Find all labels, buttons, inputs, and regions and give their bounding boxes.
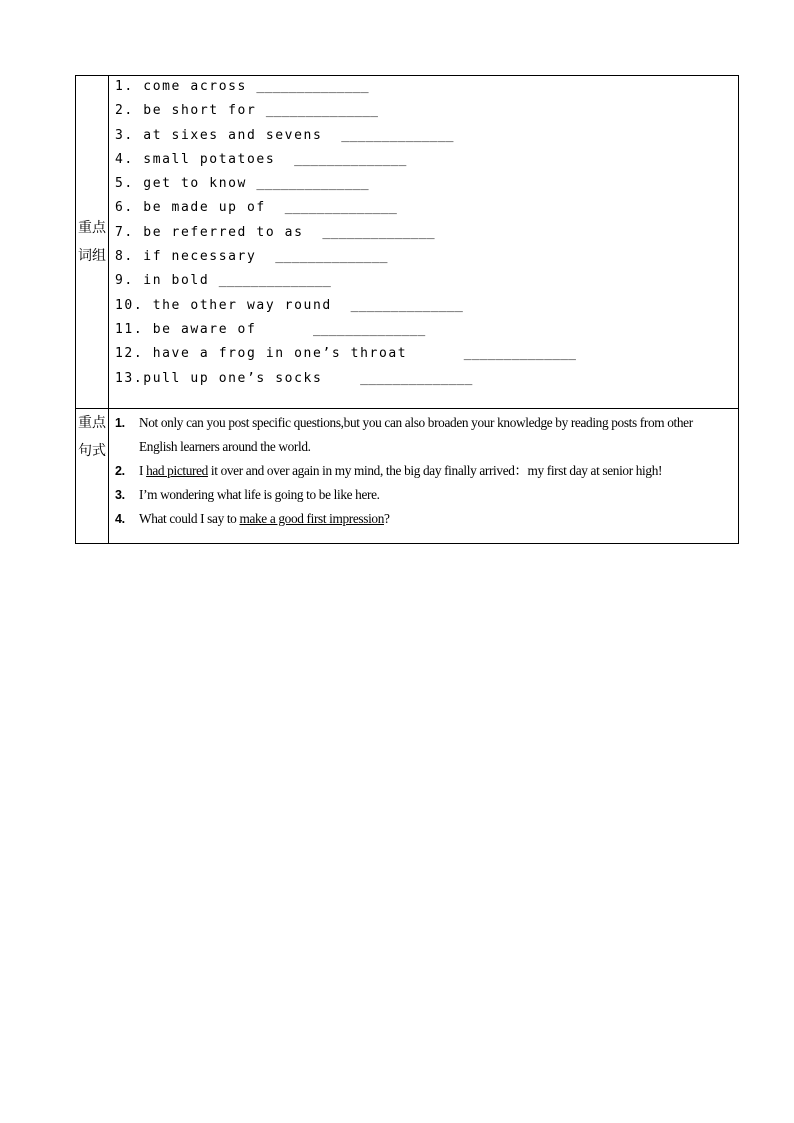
sentence-number: 3. — [115, 487, 125, 502]
sentence-text-part: I’m wondering what life is going to be like here. — [139, 486, 380, 502]
phrase-text: 6. be made up of — [115, 200, 285, 216]
sentence-text-part: it over and over again in my mind, the big day finally arrived：my first day at senior high! — [207, 462, 663, 478]
sentence-item — [115, 483, 732, 507]
sentence-text — [139, 507, 732, 531]
sentence-text — [139, 459, 732, 483]
phrase-item — [115, 270, 738, 294]
phrase-text: 5. get to know — [115, 176, 257, 192]
answer-blank: ______________ — [265, 103, 379, 119]
underlined-phrase: make a good first impression — [239, 510, 385, 526]
phrase-text: 2. be short for — [115, 103, 266, 119]
sentences-label-cell — [76, 408, 109, 543]
phrases-cell — [109, 76, 739, 409]
phrase-item — [115, 76, 738, 100]
answer-blank: ______________ — [312, 321, 426, 337]
sentences-label-line1: 重点 — [78, 414, 106, 431]
answer-blank: ______________ — [350, 297, 464, 313]
sentences-label — [76, 409, 108, 465]
phrase-item — [115, 343, 738, 367]
phrase-text: 9. in bold — [115, 273, 219, 289]
sentences-cell — [109, 408, 739, 543]
phrases-label — [76, 214, 108, 270]
phrase-item — [115, 295, 738, 319]
phrase-item — [115, 246, 738, 270]
phrase-item — [115, 173, 738, 197]
phrase-text: 4. small potatoes — [115, 151, 295, 167]
phrase-item — [115, 125, 738, 149]
phrase-item — [115, 368, 738, 392]
sentence-number: 4. — [115, 511, 125, 526]
phrases-row — [76, 76, 739, 409]
phrase-text: 13.pull up one’s socks — [115, 370, 361, 386]
sentence-text-part: What could I say to — [139, 510, 240, 526]
sentence-list — [109, 409, 738, 543]
phrase-text: 11. be aware of — [115, 321, 313, 337]
sentence-text-part: I — [139, 462, 147, 478]
study-table — [75, 75, 739, 544]
sentence-item — [115, 459, 732, 483]
phrase-item — [115, 149, 738, 173]
answer-blank: ______________ — [341, 127, 454, 143]
answer-blank: ______________ — [275, 249, 388, 265]
phrase-text: 12. have a frog in one’s throat — [115, 346, 464, 362]
phrase-item — [115, 197, 738, 221]
phrase-text: 8. if necessary — [115, 249, 276, 265]
sentence-item — [115, 411, 732, 459]
phrases-label-line2: 词组 — [78, 247, 106, 264]
sentence-item — [115, 507, 732, 531]
phrase-text: 1. come across — [115, 79, 257, 94]
sentence-text-part: Not only can you post specific questions,but you can also broaden your knowledge by reading posts from other English learners around the world. — [139, 414, 693, 454]
answer-blank: ______________ — [218, 273, 332, 289]
answer-blank: ______________ — [294, 151, 407, 167]
phrase-text: 7. be referred to as — [115, 224, 323, 240]
phrases-label-line1: 重点 — [78, 219, 106, 236]
sentence-number: 2. — [115, 463, 125, 478]
phrase-item — [115, 100, 738, 124]
phrases-label-cell — [76, 76, 109, 409]
answer-blank: ______________ — [322, 224, 435, 240]
sentences-label-line2: 句式 — [78, 442, 106, 459]
sentence-text-part: ? — [384, 510, 390, 526]
answer-blank: ______________ — [284, 200, 398, 216]
sentences-row — [76, 408, 739, 543]
phrase-list — [109, 76, 738, 408]
phrase-item — [115, 222, 738, 246]
phrase-text: 10. the other way round — [115, 297, 351, 313]
phrase-item — [115, 319, 738, 343]
sentence-text — [139, 411, 732, 459]
answer-blank: ______________ — [360, 370, 473, 386]
answer-blank: ______________ — [256, 176, 369, 192]
answer-blank: ______________ — [256, 79, 369, 94]
sentence-text — [139, 483, 732, 507]
sentence-number: 1. — [115, 415, 125, 430]
underlined-phrase: had pictured — [146, 462, 208, 478]
phrase-text: 3. at sixes and sevens — [115, 127, 342, 143]
answer-blank: ______________ — [463, 346, 577, 362]
